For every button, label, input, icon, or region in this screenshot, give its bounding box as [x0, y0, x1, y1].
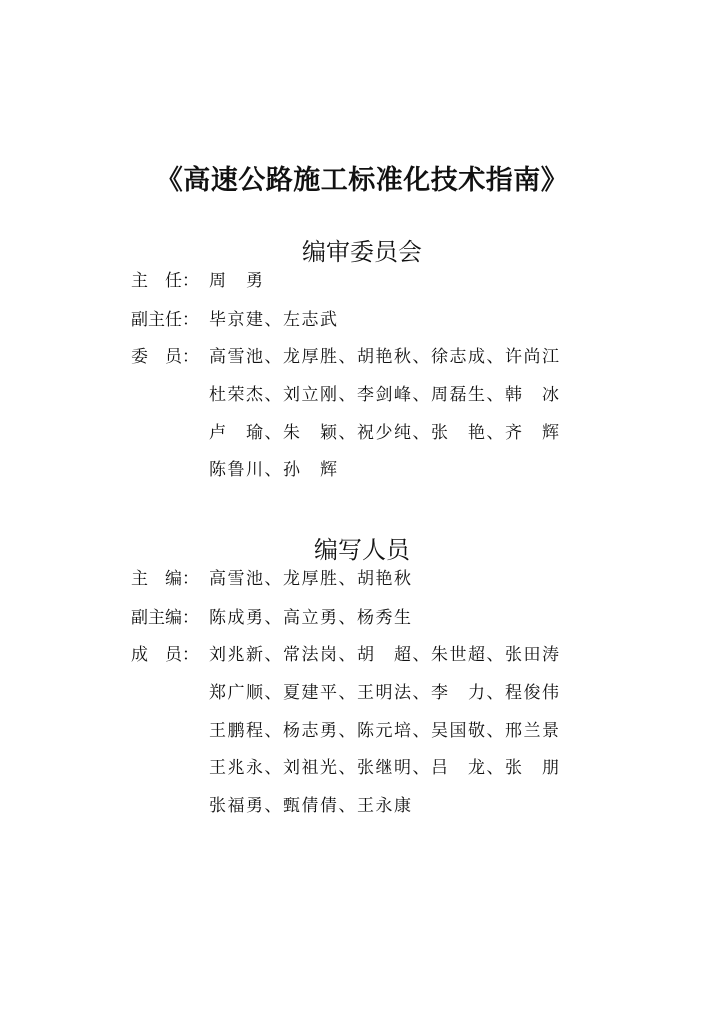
- writers-members-line-4: 王兆永、刘祖光、张继明、吕 龙、张 朋: [209, 758, 561, 778]
- writers-deputy-row: [131, 608, 413, 628]
- document-title: 《高速公路施工标准化技术指南》: [155, 165, 569, 196]
- writers-chief-names: 高雪池、龙厚胜、胡艳秋: [209, 569, 413, 589]
- writers-chief-row: [131, 569, 413, 589]
- writers-chief-label: 主 编：: [131, 569, 199, 589]
- committee-director-name: 周 勇: [209, 271, 265, 291]
- writers-members-line-1: 刘兆新、常法岗、胡 超、朱世超、张田涛: [209, 645, 561, 665]
- committee-members-line-2: 杜荣杰、刘立刚、李剑峰、周磊生、韩 冰: [209, 385, 561, 405]
- committee-deputy-names: 毕京建、左志武: [209, 310, 339, 330]
- committee-deputy-row: [131, 310, 339, 330]
- writers-members-line-2: 郑广顺、夏建平、王明法、李 力、程俊伟: [209, 683, 561, 703]
- committee-director-label: 主 任：: [131, 271, 199, 291]
- writers-deputy-names: 陈成勇、高立勇、杨秀生: [209, 608, 413, 628]
- writers-members-line-3: 王鹏程、杨志勇、陈元培、吴国敬、邢兰景: [209, 721, 561, 741]
- committee-members-row: [131, 347, 561, 367]
- committee-members-label: 委 员：: [131, 347, 199, 367]
- committee-members-line-3: 卢 瑜、朱 颖、祝少纯、张 艳、齐 辉: [209, 423, 561, 443]
- writers-heading: 编写人员: [314, 536, 410, 564]
- committee-members-line-4: 陈鲁川、孙 辉: [209, 460, 339, 480]
- writers-members-line-5: 张福勇、甄倩倩、王永康: [209, 796, 413, 816]
- committee-director-row: [131, 271, 265, 291]
- committee-deputy-label: 副主任：: [131, 310, 199, 330]
- committee-heading: 编审委员会: [302, 238, 422, 266]
- committee-members-line-1: 高雪池、龙厚胜、胡艳秋、徐志成、许尚江: [209, 347, 561, 367]
- writers-deputy-label: 副主编：: [131, 608, 199, 628]
- writers-members-label: 成 员：: [131, 645, 199, 665]
- writers-members-row: [131, 645, 561, 665]
